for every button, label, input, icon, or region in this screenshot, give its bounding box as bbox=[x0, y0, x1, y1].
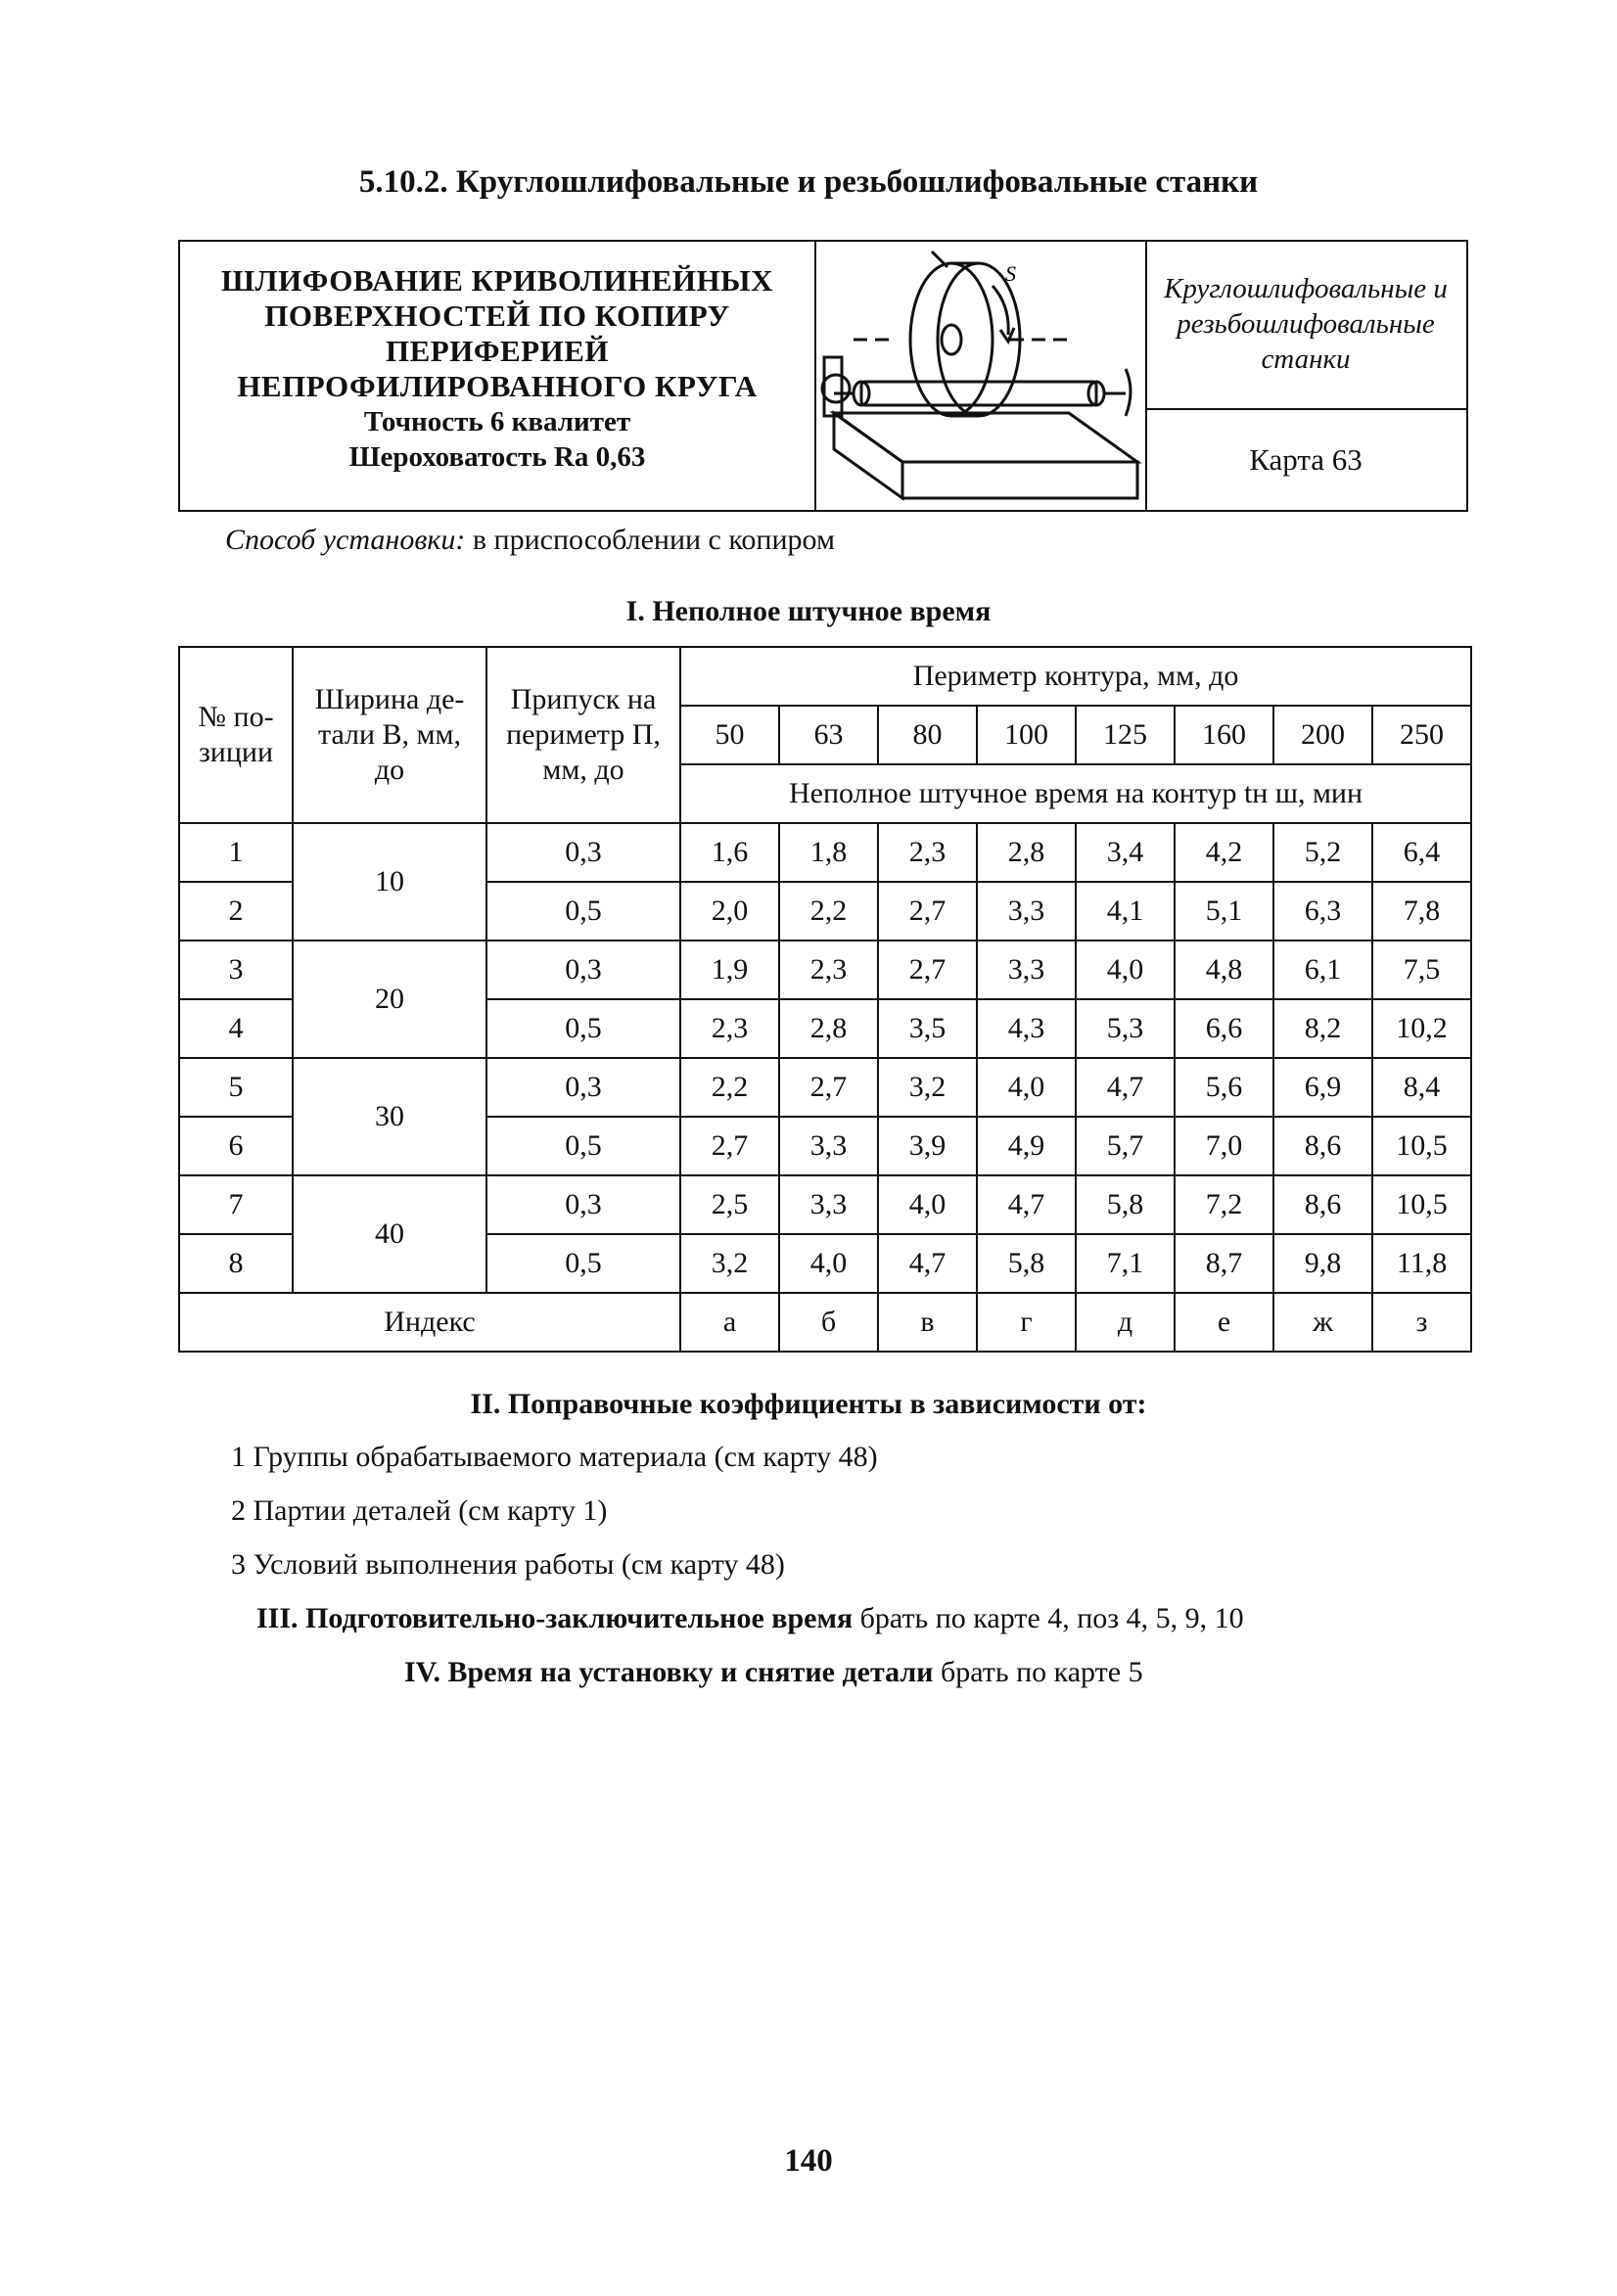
time-value-cell: 2,0 bbox=[680, 882, 779, 941]
perimeter-value: 50 bbox=[680, 706, 779, 764]
operation-title-block bbox=[180, 242, 816, 510]
correction-item-3: 3 Условий выполнения работы (см карту 48) bbox=[231, 1548, 785, 1581]
index-cell: е bbox=[1175, 1293, 1273, 1352]
time-value-cell: 6,1 bbox=[1273, 941, 1372, 999]
perimeter-value: 200 bbox=[1273, 706, 1372, 764]
page-number: 140 bbox=[784, 2143, 833, 2179]
position-cell: 7 bbox=[179, 1175, 293, 1234]
time-value-cell: 2,7 bbox=[779, 1058, 878, 1117]
position-cell: 6 bbox=[179, 1117, 293, 1175]
time-value-cell: 5,7 bbox=[1076, 1117, 1175, 1175]
position-cell: 5 bbox=[179, 1058, 293, 1117]
time-value-cell: 2,3 bbox=[680, 999, 779, 1058]
setup-time-line bbox=[404, 1656, 1143, 1689]
perimeter-header: Периметр контура, мм, до bbox=[680, 647, 1471, 706]
time-value-cell: 2,2 bbox=[680, 1058, 779, 1117]
index-label: Индекс bbox=[179, 1293, 680, 1352]
prep-time-text: брать по карте 4, поз 4, 5, 9, 10 bbox=[853, 1602, 1244, 1634]
time-value-cell: 7,2 bbox=[1175, 1175, 1273, 1234]
installation-method-label: Способ установки: bbox=[225, 524, 466, 556]
time-value-cell: 8,6 bbox=[1273, 1175, 1372, 1234]
time-value-cell: 3,3 bbox=[977, 941, 1076, 999]
time-value-cell: 2,3 bbox=[878, 823, 977, 882]
width-cell: 40 bbox=[293, 1175, 486, 1293]
width-cell: 10 bbox=[293, 823, 486, 941]
table-row bbox=[179, 1175, 1471, 1234]
machine-type-line-1: Круглошлифовальные и bbox=[1164, 273, 1448, 304]
perimeter-value: 100 bbox=[977, 706, 1076, 764]
allowance-cell: 0,5 bbox=[486, 882, 680, 941]
prep-time-line bbox=[256, 1602, 1244, 1635]
index-cell: ж bbox=[1273, 1293, 1372, 1352]
position-cell: 1 bbox=[179, 823, 293, 882]
time-value-cell: 4,0 bbox=[779, 1234, 878, 1293]
time-value-cell: 5,6 bbox=[1175, 1058, 1273, 1117]
time-value-cell: 8,6 bbox=[1273, 1117, 1372, 1175]
time-value-cell: 3,4 bbox=[1076, 823, 1175, 882]
time-value-cell: 10,5 bbox=[1372, 1175, 1471, 1234]
roughness-text: Шероховатость Ra 0,63 bbox=[348, 441, 646, 473]
operation-title-line-1: ШЛИФОВАНИЕ КРИВОЛИНЕЙНЫХ bbox=[221, 263, 773, 298]
perimeter-value: 160 bbox=[1175, 706, 1273, 764]
setup-time-text: брать по карте 5 bbox=[933, 1656, 1143, 1688]
time-table bbox=[178, 646, 1472, 1353]
time-value-cell: 4,7 bbox=[1076, 1058, 1175, 1117]
allowance-cell: 0,3 bbox=[486, 941, 680, 999]
card-number: Карта 63 bbox=[1249, 442, 1363, 477]
time-value-cell: 8,2 bbox=[1273, 999, 1372, 1058]
time-value-cell: 4,0 bbox=[878, 1175, 977, 1234]
time-value-cell: 4,9 bbox=[977, 1117, 1076, 1175]
index-cell: в bbox=[878, 1293, 977, 1352]
position-cell: 8 bbox=[179, 1234, 293, 1293]
time-value-cell: 2,7 bbox=[680, 1117, 779, 1175]
correction-item-2: 2 Партии деталей (см карту 1) bbox=[231, 1494, 608, 1527]
time-value-cell: 2,5 bbox=[680, 1175, 779, 1234]
allowance-cell: 0,5 bbox=[486, 999, 680, 1058]
perimeter-value: 63 bbox=[779, 706, 878, 764]
time-value-cell: 1,9 bbox=[680, 941, 779, 999]
time-value-cell: 4,7 bbox=[977, 1175, 1076, 1234]
index-cell: б bbox=[779, 1293, 878, 1352]
time-value-cell: 4,0 bbox=[977, 1058, 1076, 1117]
allowance-cell: 0,5 bbox=[486, 1234, 680, 1293]
time-value-cell: 3,2 bbox=[680, 1234, 779, 1293]
installation-method-value: в приспособлении с копиром bbox=[465, 524, 835, 556]
time-value-cell: 6,6 bbox=[1175, 999, 1273, 1058]
allowance-cell: 0,3 bbox=[486, 1175, 680, 1234]
time-value-cell: 5,8 bbox=[1076, 1175, 1175, 1234]
col-header-allowance: Припуск на периметр П, мм, до bbox=[486, 647, 680, 823]
accuracy-text: Точность 6 квалитет bbox=[363, 406, 631, 437]
time-value-cell: 9,8 bbox=[1273, 1234, 1372, 1293]
index-cell: а bbox=[680, 1293, 779, 1352]
time-value-cell: 11,8 bbox=[1372, 1234, 1471, 1293]
time-value-cell: 6,3 bbox=[1273, 882, 1372, 941]
time-value-cell: 1,8 bbox=[779, 823, 878, 882]
allowance-cell: 0,3 bbox=[486, 823, 680, 882]
time-value-cell: 5,1 bbox=[1175, 882, 1273, 941]
time-value-cell: 1,6 bbox=[680, 823, 779, 882]
table-row bbox=[179, 941, 1471, 999]
installation-method bbox=[225, 524, 835, 557]
time-value-cell: 6,4 bbox=[1372, 823, 1471, 882]
index-cell: д bbox=[1076, 1293, 1175, 1352]
time-value-cell: 7,0 bbox=[1175, 1117, 1273, 1175]
time-value-cell: 4,0 bbox=[1076, 941, 1175, 999]
time-value-cell: 2,2 bbox=[779, 882, 878, 941]
table-row bbox=[179, 1058, 1471, 1117]
correction-item-1: 1 Группы обрабатываемого материала (см карту 48) bbox=[231, 1441, 878, 1473]
time-value-cell: 7,1 bbox=[1076, 1234, 1175, 1293]
perimeter-value: 250 bbox=[1372, 706, 1471, 764]
time-value-cell: 3,3 bbox=[977, 882, 1076, 941]
time-header: Неполное штучное время на контур tн ш, мин bbox=[680, 764, 1471, 823]
operation-title-line-3: ПЕРИФЕРИЕЙ bbox=[386, 334, 609, 368]
position-cell: 2 bbox=[179, 882, 293, 941]
machine-type-block bbox=[1145, 242, 1466, 410]
perimeter-value: 80 bbox=[878, 706, 977, 764]
allowance-cell: 0,5 bbox=[486, 1117, 680, 1175]
time-value-cell: 2,7 bbox=[878, 882, 977, 941]
machine-type-line-3: станки bbox=[1261, 344, 1351, 375]
operation-title-line-2: ПОВЕРХНОСТЕЙ ПО КОПИРУ bbox=[264, 298, 730, 333]
machine-type-line-2: резьбошлифовальные bbox=[1177, 308, 1435, 340]
time-value-cell: 2,3 bbox=[779, 941, 878, 999]
time-value-cell: 5,3 bbox=[1076, 999, 1175, 1058]
col-header-width: Ширина де- тали В, мм, до bbox=[293, 647, 486, 823]
time-value-cell: 4,3 bbox=[977, 999, 1076, 1058]
position-cell: 4 bbox=[179, 999, 293, 1058]
corrections-title: II. Поправочные коэффициенты в зависимости от: bbox=[470, 1388, 1147, 1420]
grinding-machine-illustration bbox=[814, 242, 1145, 510]
perimeter-value: 125 bbox=[1076, 706, 1175, 764]
time-value-cell: 2,8 bbox=[977, 823, 1076, 882]
index-cell: з bbox=[1372, 1293, 1471, 1352]
time-value-cell: 10,5 bbox=[1372, 1117, 1471, 1175]
prep-time-label: III. Подготовительно-заключительное время bbox=[256, 1602, 854, 1634]
time-value-cell: 3,2 bbox=[878, 1058, 977, 1117]
table-row bbox=[179, 823, 1471, 882]
time-value-cell: 3,5 bbox=[878, 999, 977, 1058]
operation-title-line-4: НЕПРОФИЛИРОВАННОГО КРУГА bbox=[237, 369, 758, 403]
setup-time-label: IV. Время на установку и снятие детали bbox=[404, 1656, 934, 1688]
index-cell: г bbox=[977, 1293, 1076, 1352]
position-cell: 3 bbox=[179, 941, 293, 999]
time-value-cell: 2,7 bbox=[878, 941, 977, 999]
time-value-cell: 8,4 bbox=[1372, 1058, 1471, 1117]
feed-label: S bbox=[1005, 261, 1016, 286]
section-title: 5.10.2. Круглошлифовальные и резьбошлифовальные станки bbox=[358, 164, 1259, 200]
time-value-cell: 4,8 bbox=[1175, 941, 1273, 999]
time-value-cell: 7,5 bbox=[1372, 941, 1471, 999]
allowance-cell: 0,3 bbox=[486, 1058, 680, 1117]
time-value-cell: 2,8 bbox=[779, 999, 878, 1058]
time-value-cell: 4,7 bbox=[878, 1234, 977, 1293]
time-value-cell: 10,2 bbox=[1372, 999, 1471, 1058]
time-value-cell: 4,1 bbox=[1076, 882, 1175, 941]
col-header-position: № по- зиции bbox=[179, 647, 293, 823]
time-value-cell: 3,3 bbox=[779, 1175, 878, 1234]
width-cell: 20 bbox=[293, 941, 486, 1058]
time-value-cell: 7,8 bbox=[1372, 882, 1471, 941]
time-value-cell: 3,9 bbox=[878, 1117, 977, 1175]
time-value-cell: 3,3 bbox=[779, 1117, 878, 1175]
time-value-cell: 8,7 bbox=[1175, 1234, 1273, 1293]
time-value-cell: 5,2 bbox=[1273, 823, 1372, 882]
time-value-cell: 6,9 bbox=[1273, 1058, 1372, 1117]
width-cell: 30 bbox=[293, 1058, 486, 1175]
table-title: I. Неполное штучное время bbox=[625, 595, 992, 627]
grinding-sketch bbox=[814, 242, 1147, 510]
card-header bbox=[178, 240, 1468, 512]
time-value-cell: 4,2 bbox=[1175, 823, 1273, 882]
time-value-cell: 5,8 bbox=[977, 1234, 1076, 1293]
